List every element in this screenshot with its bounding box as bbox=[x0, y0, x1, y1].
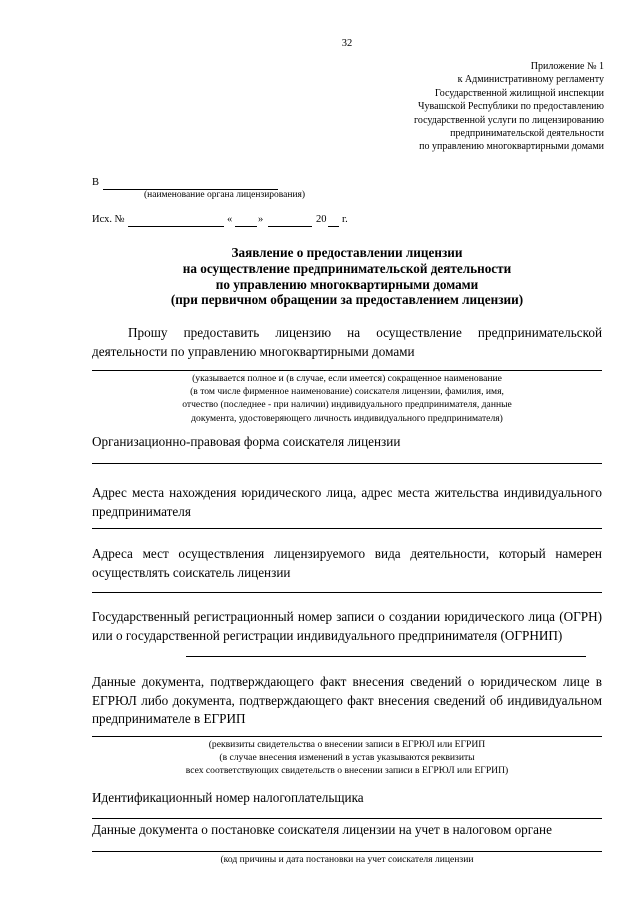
outgoing-day-field[interactable] bbox=[235, 226, 257, 227]
appendix-block bbox=[414, 60, 604, 154]
outgoing-prefix: Исх. № bbox=[92, 214, 125, 225]
caption-line: (в том числе фирменное наименование) соискателя лицензии, фамилия, имя, bbox=[190, 386, 504, 398]
tax-registration-field[interactable] bbox=[92, 851, 602, 852]
request-text: Прошу предоставить лицензию на осуществление предпринимательской деятельности по управлению многоквартирными домами bbox=[92, 325, 602, 359]
inn-field[interactable] bbox=[92, 818, 602, 819]
caption-line: (в случае внесения изменений в устав указываются реквизиты bbox=[219, 752, 475, 764]
appendix-line: по управлению многоквартирными домами bbox=[419, 141, 604, 153]
document-title bbox=[0, 245, 640, 308]
legal-form-field[interactable] bbox=[92, 463, 602, 464]
ogrn-label: Государственный регистрационный номер записи о создании юридического лица (ОГРН) или о государственной регистрации индивидуального предпринимателя (ОГРНИП) bbox=[92, 609, 602, 643]
activity-addresses-label: Адреса мест осуществления лицензируемого вида деятельности, который намерен осуществлять соискатель лицензии bbox=[92, 546, 602, 580]
page-number: 32 bbox=[341, 38, 353, 49]
appendix-line: Приложение № 1 bbox=[530, 61, 604, 72]
caption-line: документа, удостоверяющего личность индивидуального предпринимателя) bbox=[191, 412, 503, 424]
to-prefix: В bbox=[92, 177, 100, 188]
caption-line: всех соответствующих свидетельств о внесении записи в ЕГРЮЛ или ЕГРИП) bbox=[185, 765, 509, 777]
appendix-line: государственной услуги по лицензированию bbox=[414, 114, 604, 126]
address-field[interactable] bbox=[92, 528, 602, 529]
applicant-name-field[interactable] bbox=[92, 370, 602, 371]
tax-registration-label: Данные документа о постановке соискателя лицензии на учет в налоговом органе bbox=[92, 822, 552, 837]
title-line: (при первичном обращении за предоставлением лицензии) bbox=[170, 292, 524, 308]
applicant-caption bbox=[92, 372, 602, 425]
to-caption: (наименование органа лицензирования) bbox=[144, 190, 306, 200]
inn-label: Идентификационный номер налогоплательщика bbox=[92, 790, 364, 805]
outgoing-year-field[interactable] bbox=[328, 226, 339, 227]
appendix-line: к Административному регламенту bbox=[457, 74, 604, 86]
title-line: Заявление о предоставлении лицензии bbox=[231, 245, 463, 260]
appendix-line: Чувашской Республики по предоставлению bbox=[418, 101, 604, 113]
caption-line: (реквизиты свидетельства о внесении записи в ЕГРЮЛ или ЕГРИП bbox=[208, 739, 486, 750]
address-label: Адрес места нахождения юридического лица, адрес места жительства индивидуального предпринимателя bbox=[92, 485, 602, 519]
appendix-line: предпринимательской деятельности bbox=[450, 128, 604, 140]
quote-open: « bbox=[227, 214, 233, 225]
egrul-caption bbox=[92, 738, 602, 778]
egrul-label: Данные документа, подтверждающего факт внесения сведений о юридическом лице в ЕГРЮЛ либо документа, подтверждающего факт внесения сведений об индивидуальном предпринимателе в ЕГРИП bbox=[92, 674, 602, 727]
appendix-line: Государственной жилищной инспекции bbox=[434, 87, 604, 99]
caption-line: (указывается полное и (в случае, если имеется) сокращенное наименование bbox=[192, 373, 502, 384]
activity-addresses-field[interactable] bbox=[92, 592, 602, 593]
tax-caption: (код причины и дата постановки на учет соискателя лицензии bbox=[220, 854, 474, 865]
caption-line: отчество (последнее - при наличии) индивидуального предпринимателя, данные bbox=[182, 399, 512, 411]
outgoing-number-field[interactable] bbox=[128, 226, 224, 227]
ogrn-field[interactable] bbox=[186, 656, 586, 657]
title-line: на осуществление предпринимательской деятельности bbox=[182, 260, 512, 276]
legal-form-label: Организационно-правовая форма соискателя лицензии bbox=[92, 434, 401, 449]
quote-close: » bbox=[258, 214, 264, 225]
year-suffix: г. bbox=[342, 214, 348, 225]
title-line: по управлению многоквартирными домами bbox=[215, 276, 479, 292]
year-prefix: 20 bbox=[316, 214, 327, 225]
outgoing-month-field[interactable] bbox=[268, 226, 312, 227]
egrul-field[interactable] bbox=[92, 736, 602, 737]
